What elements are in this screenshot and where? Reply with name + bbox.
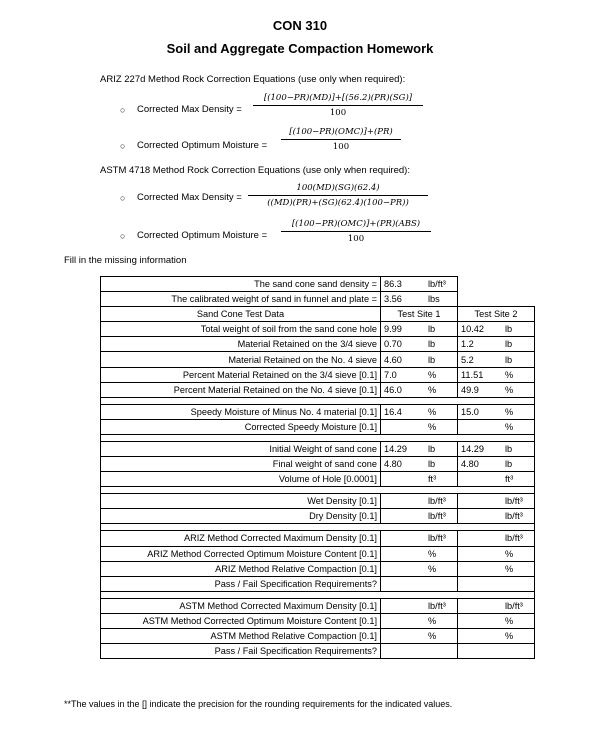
site1-cell[interactable] [381, 561, 458, 576]
footnote: **The values in the [] indicate the precision for the rounding requirements for the indicated values. [64, 699, 453, 709]
row-label: Corrected Speedy Moisture [0.1] [101, 419, 381, 434]
site2-cell[interactable] [458, 404, 535, 419]
astm-moisture-label: Corrected Optimum Moisture = [137, 230, 268, 241]
cell-unit: lb [428, 354, 436, 365]
header-site2: Test Site 2 [458, 307, 535, 322]
row-label: ASTM Method Relative Compaction [0.1] [101, 628, 381, 643]
cell-value: 4.80 [384, 459, 402, 470]
cell-unit: % [505, 369, 514, 380]
header-site1: Test Site 1 [381, 307, 458, 322]
cell-unit: lb/ft³ [505, 511, 523, 522]
table-row [101, 472, 535, 487]
cell-unit: % [428, 421, 437, 432]
table-row [101, 494, 535, 509]
row-label: ASTM Method Corrected Optimum Moisture Content [0.1] [101, 613, 381, 628]
site1-cell[interactable] [381, 644, 458, 659]
row-label: ASTM Method Corrected Maximum Density [0.1] [101, 598, 381, 613]
astm-density-label: Corrected Max Density = [137, 192, 242, 203]
site2-cell[interactable] [458, 472, 535, 487]
site2-cell[interactable] [458, 628, 535, 643]
cell-unit: % [428, 615, 437, 626]
table-row [101, 419, 535, 434]
table-row [101, 352, 535, 367]
calibrated-row [101, 292, 535, 307]
cell-value: 15.0 [461, 406, 479, 417]
astm-density-numerator: 100(MD)(SG)(62.4) [248, 183, 428, 196]
astm-moisture-denominator: 100 [347, 234, 365, 244]
cell-unit: % [505, 563, 514, 574]
site1-cell[interactable] [381, 613, 458, 628]
header-label: Sand Cone Test Data [101, 307, 381, 322]
cell-value: 0.70 [384, 339, 402, 350]
cell-unit: % [505, 631, 514, 642]
table-row [101, 644, 535, 659]
cell-value: 1.2 [461, 339, 474, 350]
cell-unit: lb [428, 459, 436, 470]
site1-cell[interactable] [381, 382, 458, 397]
site2-cell[interactable] [458, 352, 535, 367]
cell-unit: lb [428, 443, 436, 454]
cell-unit: lb [428, 324, 436, 335]
cell-unit: % [428, 563, 437, 574]
cell-value: 49.9 [461, 384, 479, 395]
site2-cell[interactable] [458, 382, 535, 397]
site2-cell[interactable] [458, 613, 535, 628]
cell-unit: % [428, 631, 437, 642]
cell-unit: lb [505, 339, 513, 350]
table-row [101, 561, 535, 576]
cell-unit: lb [505, 324, 513, 335]
ariz-heading: ARIZ 227d Method Rock Correction Equations (use only when required): [100, 74, 406, 85]
site2-cell[interactable] [458, 367, 535, 382]
row-label: Percent Material Retained on the No. 4 sieve [0.1] [101, 382, 381, 397]
site2-cell[interactable] [458, 576, 535, 591]
table-row [101, 531, 535, 546]
table-row [101, 337, 535, 352]
site1-cell[interactable] [381, 472, 458, 487]
site1-cell[interactable] [381, 628, 458, 643]
cell-value: 7.0 [384, 369, 397, 380]
ariz-density-numerator: [(100−PR)(MD)]+[(56.2)(PR)(SG)] [253, 93, 423, 106]
table-row [101, 598, 535, 613]
table-row [101, 628, 535, 643]
cell-unit: lb/ft³ [428, 600, 446, 611]
cell-unit: lb/ft³ [428, 496, 446, 507]
bullet-icon: ○ [120, 105, 126, 115]
table-row [101, 404, 535, 419]
cell-value: 14.29 [461, 443, 484, 454]
bullet-icon: ○ [120, 231, 126, 241]
course-code: CON 310 [272, 18, 328, 33]
row-label: Total weight of soil from the sand cone hole [101, 322, 381, 337]
cell-value: 5.2 [461, 354, 474, 365]
bullet-icon: ○ [120, 193, 126, 203]
site1-cell[interactable] [381, 337, 458, 352]
cell-unit: lb [428, 339, 436, 350]
cell-unit: % [505, 615, 514, 626]
site2-cell[interactable] [458, 531, 535, 546]
cell-unit: lb/ft³ [505, 600, 523, 611]
ariz-moisture-formula [281, 127, 401, 152]
row-label: Volume of Hole [0.0001] [101, 472, 381, 487]
cell-unit: % [428, 548, 437, 559]
cell-unit: % [428, 384, 437, 395]
cell-unit: % [505, 384, 514, 395]
site2-cell[interactable] [458, 419, 535, 434]
cell-value: 3.56 [384, 294, 402, 305]
sand-cone-table [100, 276, 535, 659]
site1-cell[interactable] [381, 531, 458, 546]
site1-cell[interactable] [381, 494, 458, 509]
row-label: Pass / Fail Specification Requirements? [101, 644, 381, 659]
row-label: Dry Density [0.1] [101, 509, 381, 524]
cell-unit: % [428, 406, 437, 417]
cell-unit: % [428, 369, 437, 380]
cell-value: 9.99 [384, 324, 402, 335]
row-label: The calibrated weight of sand in funnel and plate = [101, 292, 381, 307]
sand-density-cell[interactable] [381, 277, 458, 292]
row-label: Material Retained on the No. 4 sieve [101, 352, 381, 367]
cell-unit: lb/ft³ [428, 279, 446, 290]
row-label: Speedy Moisture of Minus No. 4 material [0.1] [101, 404, 381, 419]
site1-cell[interactable] [381, 322, 458, 337]
site1-cell[interactable] [381, 509, 458, 524]
site2-cell[interactable] [458, 644, 535, 659]
site2-cell[interactable] [458, 561, 535, 576]
astm-heading: ASTM 4718 Method Rock Correction Equations (use only when required): [100, 165, 410, 176]
table-row [101, 576, 535, 591]
site2-cell[interactable] [458, 546, 535, 561]
astm-density-formula [248, 183, 428, 208]
calibrated-cell[interactable] [381, 292, 458, 307]
cell-value: 4.60 [384, 354, 402, 365]
cell-value: 4.80 [461, 459, 479, 470]
table-row [101, 367, 535, 382]
site1-cell[interactable] [381, 576, 458, 591]
astm-density-denominator: ((MD)(PR)+(SG)(62.4)(100−PR)) [267, 198, 409, 208]
site2-cell[interactable] [458, 337, 535, 352]
cell-unit: % [505, 421, 514, 432]
table-row [101, 382, 535, 397]
row-label: Final weight of sand cone [101, 457, 381, 472]
site1-cell[interactable] [381, 367, 458, 382]
site1-cell[interactable] [381, 546, 458, 561]
sand-density-row [101, 277, 535, 292]
instruction-text: Fill in the missing information [64, 255, 187, 266]
table-row [101, 546, 535, 561]
bullet-icon: ○ [120, 141, 126, 151]
row-label: Wet Density [0.1] [101, 494, 381, 509]
ariz-moisture-denominator: 100 [332, 142, 350, 152]
ariz-density-label: Corrected Max Density = [137, 104, 242, 115]
cell-unit: % [505, 406, 514, 417]
row-label: Initial Weight of sand cone [101, 441, 381, 456]
site2-cell[interactable] [458, 598, 535, 613]
row-label: Pass / Fail Specification Requirements? [101, 576, 381, 591]
cell-unit: lb/ft³ [428, 533, 446, 544]
table-row [101, 441, 535, 456]
cell-unit: ft³ [428, 474, 437, 485]
cell-unit: lb [505, 443, 513, 454]
site2-cell[interactable] [458, 322, 535, 337]
ariz-moisture-numerator: [(100−PR)(OMC)]+(PR) [281, 127, 401, 140]
cell-unit: lb [505, 354, 513, 365]
table-row [101, 613, 535, 628]
cell-unit: lb/ft³ [505, 533, 523, 544]
cell-value: 14.29 [384, 443, 407, 454]
cell-value: 16.4 [384, 406, 402, 417]
site1-cell[interactable] [381, 419, 458, 434]
cell-value: 86.3 [384, 279, 402, 290]
site1-cell[interactable] [381, 598, 458, 613]
cell-unit: ft³ [505, 474, 514, 485]
ariz-density-denominator: 100 [329, 108, 347, 118]
table-row [101, 457, 535, 472]
table-row [101, 322, 535, 337]
row-label: Material Retained on the 3/4 sieve [101, 337, 381, 352]
ariz-density-formula [253, 93, 423, 118]
row-label: ARIZ Method Relative Compaction [0.1] [101, 561, 381, 576]
cell-unit: % [505, 548, 514, 559]
site1-cell[interactable] [381, 404, 458, 419]
cell-value: 46.0 [384, 384, 402, 395]
ariz-moisture-label: Corrected Optimum Moisture = [137, 140, 268, 151]
astm-moisture-formula [281, 219, 431, 244]
site2-cell[interactable] [458, 494, 535, 509]
row-label: The sand cone sand density = [101, 277, 381, 292]
cell-unit: lb/ft³ [505, 496, 523, 507]
cell-unit: lb [505, 459, 513, 470]
site2-cell[interactable] [458, 457, 535, 472]
site2-cell[interactable] [458, 509, 535, 524]
site2-cell[interactable] [458, 441, 535, 456]
cell-value: 10.42 [461, 324, 484, 335]
table-row [101, 509, 535, 524]
site1-cell[interactable] [381, 352, 458, 367]
site1-cell[interactable] [381, 441, 458, 456]
astm-moisture-numerator: [(100−PR)(OMC)]+(PR)(ABS) [281, 219, 431, 232]
row-label: ARIZ Method Corrected Maximum Density [0.1] [101, 531, 381, 546]
cell-value: 11.51 [461, 369, 484, 380]
cell-unit: lbs [428, 294, 440, 305]
row-label: ARIZ Method Corrected Optimum Moisture Content [0.1] [101, 546, 381, 561]
page-title: Soil and Aggregate Compaction Homework [166, 41, 434, 56]
site1-cell[interactable] [381, 457, 458, 472]
row-label: Percent Material Retained on the 3/4 sieve [0.1] [101, 367, 381, 382]
cell-unit: lb/ft³ [428, 511, 446, 522]
header-row [101, 307, 535, 322]
